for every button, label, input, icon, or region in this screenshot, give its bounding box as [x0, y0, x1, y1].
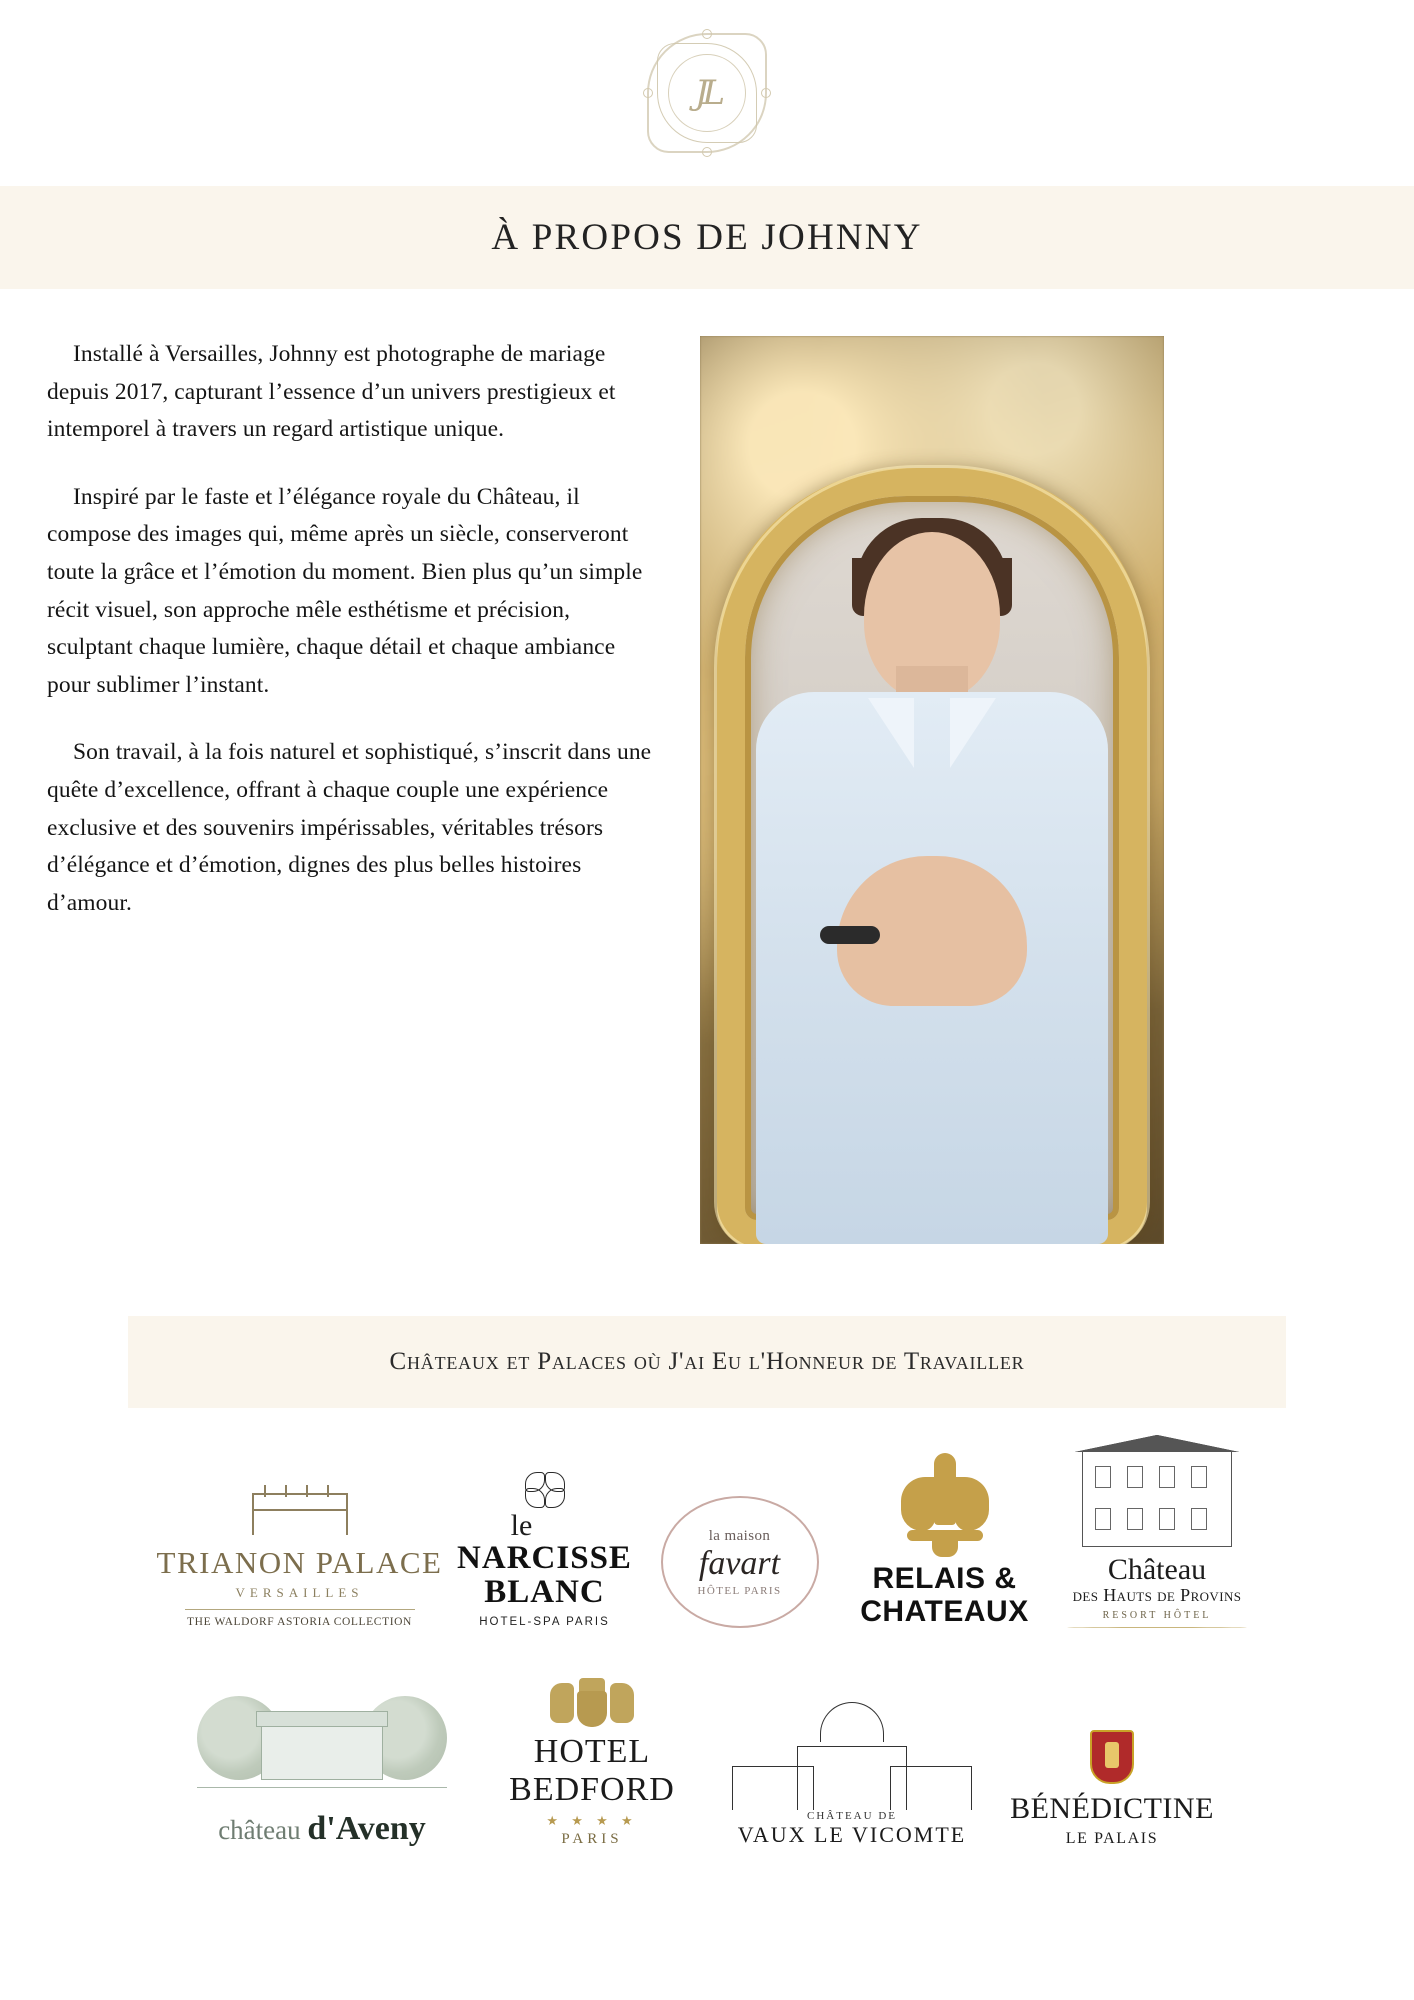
relais-name-line1: RELAIS &: [872, 1562, 1017, 1596]
monogram-flourish-left: [643, 88, 653, 98]
trianon-location: VERSAILLES: [235, 1585, 364, 1600]
aveny-word-daveny: d'Aveny: [307, 1810, 426, 1847]
vaux-chateau-outline-icon: [732, 1702, 972, 1810]
subject-bracelet: [820, 926, 880, 944]
monogram-letters: JL: [694, 73, 720, 113]
partners-heading-band: [128, 1316, 1286, 1408]
provins-tagline: RESORT HÔTEL: [1102, 1610, 1212, 1621]
about-photo-column: [700, 336, 1414, 1244]
trianon-crest-icon: [252, 1493, 348, 1535]
partner-logo-chateau-des-hauts-de-provins[interactable]: [1050, 1438, 1265, 1638]
page-title: À PROPOS DE JOHNNY: [491, 217, 923, 258]
fleur-de-lys-icon: [901, 1453, 989, 1557]
bedford-star-rating: ★ ★ ★ ★: [546, 1813, 638, 1828]
partner-logo-relais-et-chateaux[interactable]: [840, 1438, 1050, 1638]
narcisse-tagline: HOTEL-SPA PARIS: [479, 1616, 610, 1628]
about-paragraph-1: Installé à Versailles, Johnny est photographe de mariage depuis 2017, capturant l’essence d’un univers prestigieux et intemporel à travers un regard artistique unique.: [47, 341, 616, 443]
partner-logo-hotel-bedford[interactable]: [467, 1668, 717, 1858]
chateau-building-icon: [1082, 1451, 1232, 1547]
narcisse-name-2: BLANC: [484, 1574, 605, 1611]
section-title-band: [0, 186, 1414, 289]
partner-logos-row-1: [0, 1408, 1414, 1638]
bedford-city: PARIS: [561, 1831, 623, 1847]
about-paragraph-2: Inspiré par le faste et l’élégance royale du Château, il compose des images qui, même après un siècle, conserveront toute la grâce et l’émotion du moment. Bien plus qu’un simple récit visuel, son approche mêle esthétisme et précision, sculptant chaque lumière, chaque détail et chaque ambiance pour sublimer l’instant.: [47, 483, 643, 698]
partner-logo-benedictine[interactable]: [987, 1668, 1237, 1858]
partners-heading: Châteaux et Palaces où J'ai Eu l'Honneur de Travailler: [389, 1348, 1025, 1375]
narcisse-article: le: [510, 1509, 533, 1543]
vaux-name: VAUX LE VICOMTE: [737, 1822, 967, 1847]
relais-name-line2: CHATEAUX: [860, 1594, 1029, 1628]
provins-flourish: [1067, 1627, 1247, 1628]
about-text-column: [0, 336, 700, 922]
subject-collar-left: [868, 698, 914, 768]
favart-prefix: la maison: [708, 1527, 771, 1544]
provins-subtitle: des Hauts de Provins: [1072, 1585, 1242, 1605]
partner-logo-la-maison-favart[interactable]: [640, 1438, 840, 1638]
subject-collar-right: [950, 698, 996, 768]
trianon-collection: THE WALDORF ASTORIA COLLECTION: [187, 1616, 412, 1628]
about-paragraph-3: Son travail, à la fois naturel et sophistiqué, s’inscrit dans une quête d’excellence, offrant à chaque couple une expérience exclusive et des souvenirs impérissables, véritables trésors d’élégance et d’émotion, dignes des plus belles histoires d’amour.: [47, 739, 652, 916]
aveny-word-chateau: château: [218, 1815, 301, 1845]
monogram-flourish-top: [702, 29, 712, 39]
aveny-landscape-icon: [197, 1686, 447, 1806]
trianon-name: TRIANON PALACE: [156, 1545, 443, 1580]
monogram-flourish-right: [761, 88, 771, 98]
vaux-prefix: CHÂTEAU DE: [807, 1810, 897, 1822]
partner-logos-row-2: [0, 1638, 1414, 1858]
benedictine-name: BÉNÉDICTINE: [1010, 1792, 1214, 1825]
favart-name: favart: [698, 1544, 781, 1582]
benedictine-shield-icon: [1090, 1730, 1134, 1784]
page-header: [0, 0, 1414, 186]
favart-oval-frame: [661, 1496, 819, 1628]
partner-logo-vaux-le-vicomte[interactable]: [717, 1668, 987, 1858]
favart-subtitle: HÔTEL PARIS: [697, 1584, 782, 1597]
partner-logo-trianon-palace[interactable]: [150, 1438, 450, 1638]
aveny-name: [218, 1810, 426, 1848]
partner-logo-le-narcisse-blanc[interactable]: [450, 1438, 640, 1638]
benedictine-subtitle: LE PALAIS: [1065, 1830, 1159, 1847]
portrait-photo: [700, 336, 1164, 1244]
trianon-divider: [185, 1609, 415, 1610]
partner-logo-chateau-d-aveny[interactable]: [177, 1668, 467, 1858]
bedford-heraldic-crest-icon: [550, 1678, 634, 1727]
narcissus-flower-icon: [523, 1470, 567, 1510]
narcisse-name: NARCISSE: [457, 1539, 632, 1576]
provins-name: Château: [1107, 1553, 1207, 1586]
about-section: [0, 289, 1414, 1244]
bedford-name: HOTEL BEDFORD: [509, 1733, 675, 1808]
portrait-subject: [700, 336, 1164, 1244]
monogram-crest-icon: [641, 27, 773, 159]
monogram-flourish-bottom: [702, 147, 712, 157]
